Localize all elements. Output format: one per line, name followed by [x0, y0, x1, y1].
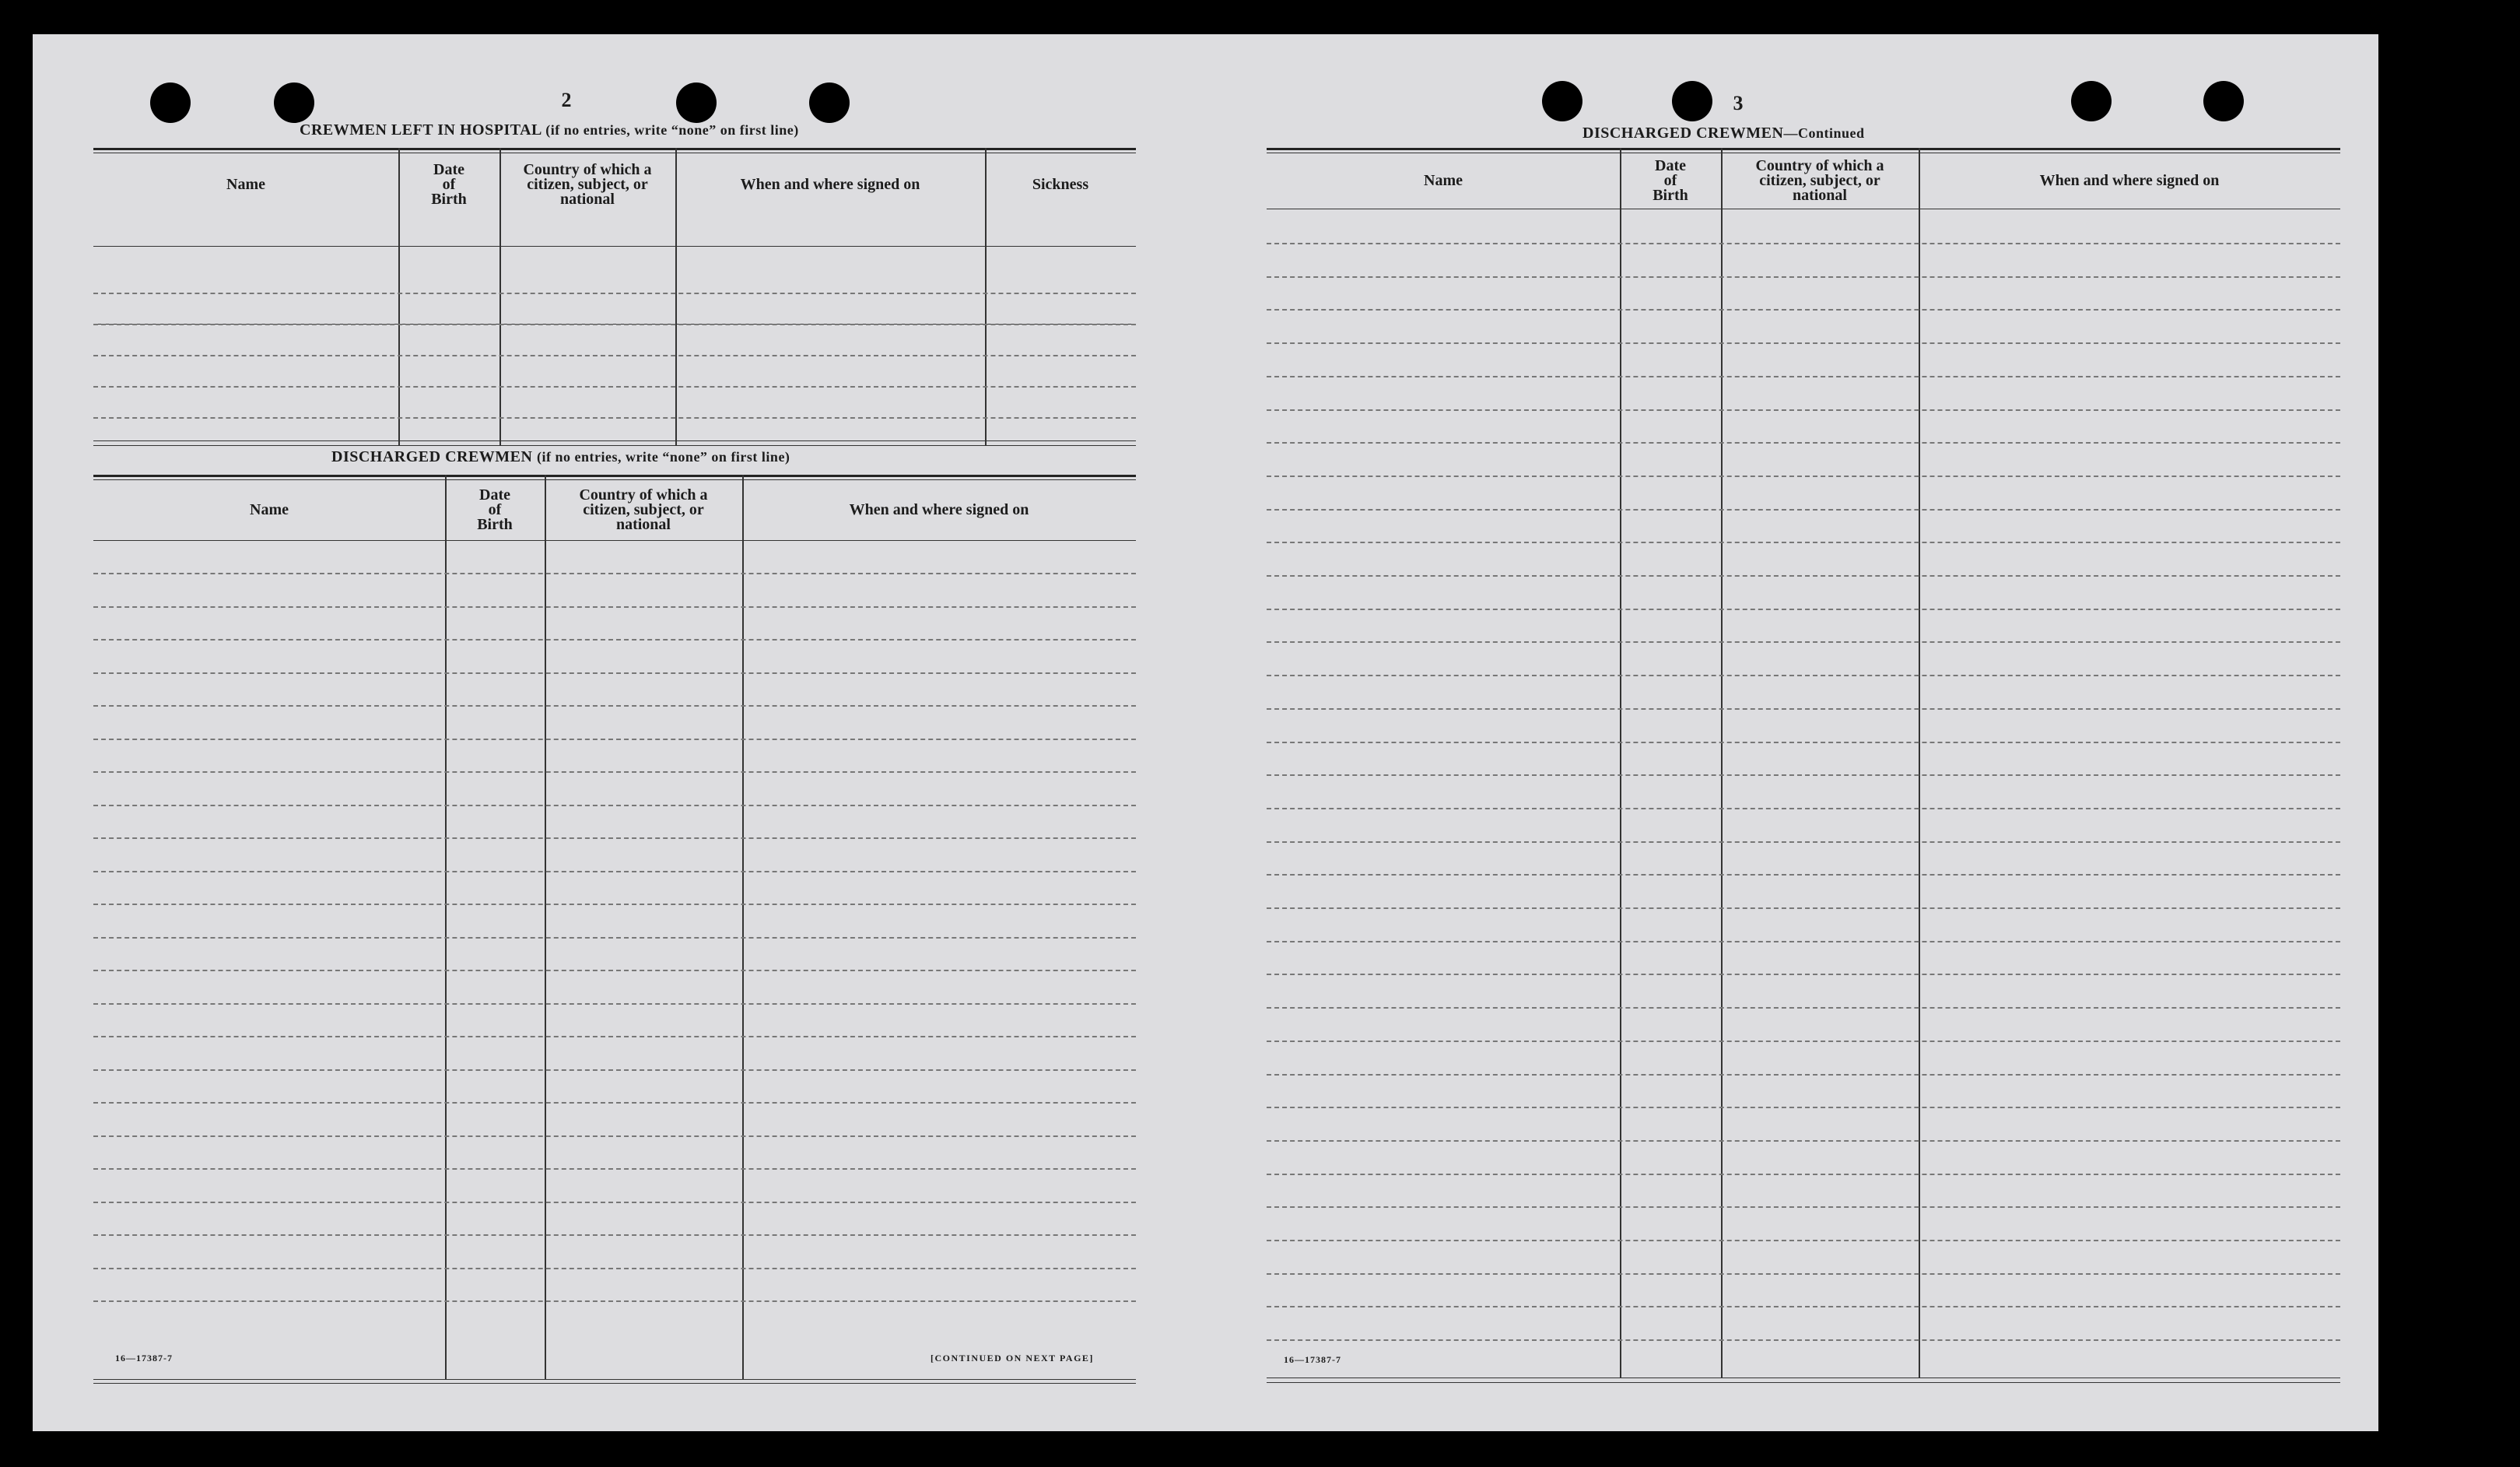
form-row-line	[93, 573, 1136, 574]
form-row-line	[93, 970, 1136, 971]
form-row-line	[1267, 675, 2340, 676]
form-row-line	[93, 672, 1136, 674]
form-row-line	[93, 937, 1136, 939]
form-row-line	[1267, 243, 2340, 244]
form-row-line	[93, 417, 1136, 419]
form-row-line	[1267, 1041, 2340, 1042]
form-row-line	[93, 1069, 1136, 1071]
form-row-line	[1267, 841, 2340, 843]
form-row-line	[93, 1102, 1136, 1104]
punch-hole	[150, 82, 191, 123]
punch-hole	[2071, 81, 2112, 121]
form-row-line	[1267, 941, 2340, 942]
column-header-date-of-birth: Date of Birth	[1653, 156, 1688, 204]
punch-hole	[809, 82, 850, 123]
form-row-line	[93, 871, 1136, 872]
page-number: 2	[561, 89, 572, 111]
form-row-line	[93, 293, 1136, 294]
form-row-line	[1267, 476, 2340, 477]
form-row-line	[1267, 1107, 2340, 1108]
form-row-line	[93, 837, 1136, 839]
form-row-line	[1267, 1174, 2340, 1175]
form-row-line	[93, 324, 1136, 325]
form-row-line	[1267, 376, 2340, 377]
column-header-date-of-birth: Date of Birth	[477, 486, 513, 533]
punch-hole	[676, 82, 717, 123]
hospital-section-title: CREWMEN LEFT IN HOSPITAL (if no entries, write “none” on first line)	[300, 121, 799, 139]
form-row-line	[93, 639, 1136, 640]
column-header-date-of-birth: Date of Birth	[431, 160, 467, 208]
discharged-table	[93, 475, 1136, 1385]
form-row-line	[1267, 1140, 2340, 1142]
punch-hole	[274, 82, 314, 123]
form-row-line	[1267, 1240, 2340, 1241]
form-row-line	[1267, 309, 2340, 311]
form-row-line	[1267, 874, 2340, 876]
form-row-line	[93, 386, 1136, 388]
form-row-line	[1267, 509, 2340, 511]
column-header-signed-on: When and where signed on	[2039, 171, 2220, 189]
form-row-line	[1267, 1074, 2340, 1076]
form-row-line	[1267, 342, 2340, 344]
form-row-line	[93, 606, 1136, 608]
form-row-line	[93, 1202, 1136, 1203]
form-row-line	[93, 805, 1136, 806]
form-row-line	[93, 1036, 1136, 1037]
form-row-line	[93, 904, 1136, 905]
form-row-line	[1267, 808, 2340, 809]
page-number: 3	[1733, 92, 1744, 114]
form-row-line	[1267, 1007, 2340, 1009]
form-row-line	[93, 1268, 1136, 1269]
form-row-line	[93, 1300, 1136, 1302]
punch-hole	[2203, 81, 2244, 121]
form-row-line	[1267, 609, 2340, 610]
column-header-country: Country of which a citizen, subject, or national	[579, 486, 708, 533]
form-row-line	[93, 1234, 1136, 1236]
column-header-country: Country of which a citizen, subject, or national	[523, 160, 652, 208]
form-row-line	[93, 739, 1136, 740]
form-row-line	[1267, 641, 2340, 643]
form-row-line	[1267, 1306, 2340, 1307]
hospital-table	[93, 148, 1136, 459]
form-row-line	[93, 1135, 1136, 1137]
form-row-line	[1267, 575, 2340, 577]
discharged-section-title: DISCHARGED CREWMEN (if no entries, write “none” on first line)	[331, 448, 790, 465]
form-row-line	[1267, 1339, 2340, 1341]
column-header-signed-on: When and where signed on	[849, 500, 1029, 518]
form-row-line	[1267, 974, 2340, 975]
form-number: 16—17387-7	[115, 1353, 173, 1363]
form-row-line	[1267, 907, 2340, 909]
column-header-name: Name	[250, 500, 289, 518]
form-row-line	[93, 1168, 1136, 1170]
form-row-line	[1267, 1273, 2340, 1275]
column-header-country: Country of which a citizen, subject, or national	[1755, 156, 1884, 204]
form-row-line	[1267, 708, 2340, 710]
column-header-name: Name	[226, 175, 265, 193]
form-row-line	[93, 1003, 1136, 1005]
form-row-line	[1267, 1206, 2340, 1208]
document-page	[33, 34, 2378, 1431]
punch-hole	[1672, 81, 1712, 121]
discharged-continued-table	[1267, 148, 2340, 1385]
form-row-line	[1267, 276, 2340, 278]
punch-hole	[1542, 81, 1582, 121]
discharged-continued-title: DISCHARGED CREWMEN—Continued	[1582, 125, 1865, 142]
form-row-line	[93, 771, 1136, 773]
column-header-signed-on: When and where signed on	[740, 175, 920, 193]
column-header-name: Name	[1424, 171, 1463, 189]
form-row-line	[93, 355, 1136, 356]
column-header-sickness: Sickness	[1032, 175, 1089, 193]
form-row-line	[1267, 742, 2340, 743]
form-row-line	[1267, 542, 2340, 543]
form-row-line	[1267, 409, 2340, 411]
form-number: 16—17387-7	[1284, 1354, 1341, 1365]
form-row-line	[1267, 442, 2340, 444]
form-row-line	[1267, 774, 2340, 776]
continued-note: [CONTINUED ON NEXT PAGE]	[931, 1353, 1094, 1363]
form-row-line	[93, 705, 1136, 707]
